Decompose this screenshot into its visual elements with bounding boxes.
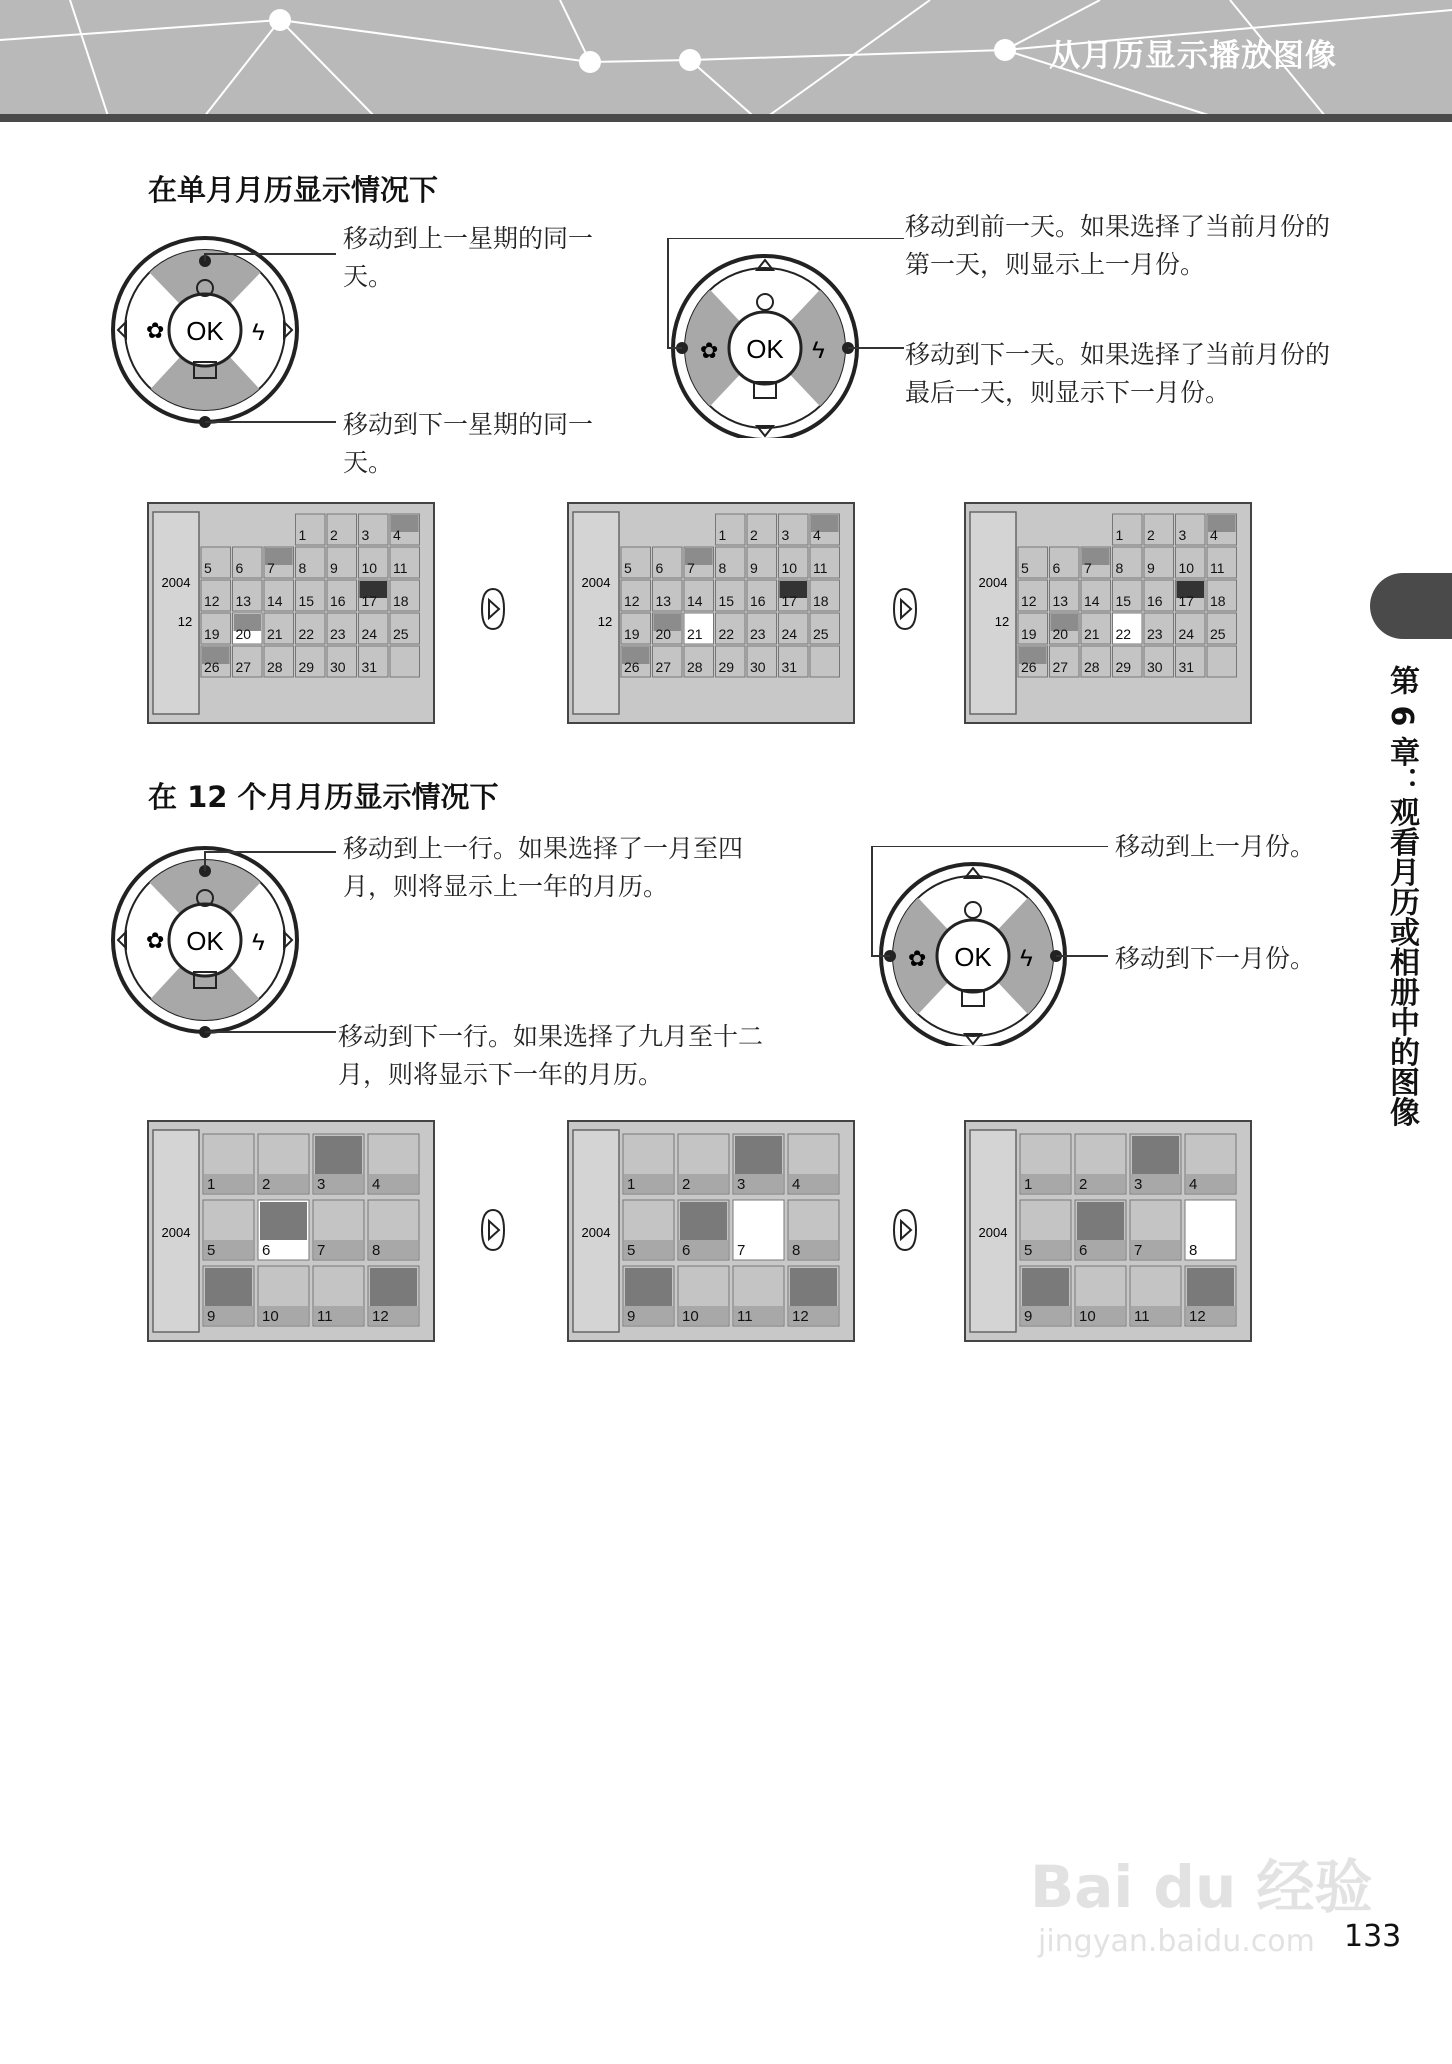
photo-thumbnail (205, 1268, 252, 1306)
calendar-month-number: 4 (1189, 1176, 1198, 1193)
calendar-day-number: 14 (687, 593, 703, 609)
calendar-day-number: 23 (1147, 626, 1163, 642)
calendar-day-number: 28 (267, 659, 283, 675)
calendar-day-number: 28 (687, 659, 703, 675)
header-bar (0, 114, 1452, 122)
calendar-month-number: 6 (682, 1242, 691, 1259)
calendar-day-number: 3 (1178, 527, 1187, 543)
calendar-day-number: 12 (624, 593, 640, 609)
calendar-day-number: 5 (204, 560, 212, 576)
watermark (1030, 1840, 1372, 1959)
dpad-left-right (868, 846, 1078, 1046)
calendar-month-number: 6 (262, 1242, 271, 1259)
calendar-day-number: 23 (750, 626, 766, 642)
calendar-month-number: 8 (1189, 1242, 1198, 1259)
calendar-month-number: 6 (1079, 1242, 1088, 1259)
calendar-month-number: 3 (317, 1176, 326, 1193)
calendar-day-number: 1 (1115, 527, 1124, 543)
calendar-day-cell (390, 646, 420, 677)
calendar-day-number: 18 (393, 593, 409, 609)
calendar-day-number: 21 (1084, 626, 1100, 642)
calendar-day-number: 7 (1084, 560, 1092, 576)
calendar-day-number: 31 (781, 659, 798, 675)
calendar-month-number: 12 (372, 1308, 389, 1325)
calendar-day-number: 25 (1210, 626, 1226, 642)
calendar-month: 12 (994, 614, 1010, 629)
calendar-month-number: 10 (262, 1308, 279, 1325)
dpad-left-right (660, 238, 870, 438)
calendar-day-number: 2 (330, 527, 338, 543)
calendar-month-number: 9 (207, 1308, 216, 1325)
month-calendar-screen-1 (147, 502, 435, 724)
calendar-day-number: 27 (235, 659, 252, 675)
calendar-day-number: 22 (1115, 626, 1132, 642)
calendar-year: 2004 (161, 1225, 191, 1240)
calendar-month: 12 (597, 614, 613, 629)
calendar-month-number: 11 (737, 1308, 753, 1325)
calendar-month-number: 10 (682, 1308, 699, 1325)
right-note-1: 移动到下一天。如果选择了当前月份的最后一天，则显示下一月份。 (905, 340, 1331, 407)
section2-heading: 在 12 个月月历显示情况下 (148, 780, 499, 814)
calendar-month-number: 7 (317, 1242, 326, 1259)
calendar-month-number: 3 (737, 1176, 746, 1193)
right-note-2: 移动到下一月份。 (1115, 944, 1316, 973)
calendar-year: 2004 (161, 575, 191, 590)
calendar-day-number: 7 (687, 560, 695, 576)
calendar-month-number: 7 (1134, 1242, 1143, 1259)
calendar-month-number: 3 (1134, 1176, 1143, 1193)
left-note-1: 移动到前一天。如果选择了当前月份的第一天，则显示上一月份。 (905, 212, 1331, 279)
calendar-year: 2004 (581, 1225, 611, 1240)
calendar-day-number: 15 (298, 593, 315, 609)
calendar-year: 2004 (978, 1225, 1008, 1240)
photo-thumbnail (1132, 1136, 1179, 1174)
calendar-day-number: 26 (204, 659, 220, 675)
chapter-title: 第 6 章：观看月历或相册中的图像 (1384, 665, 1419, 1127)
calendar-month-number: 4 (372, 1176, 381, 1193)
calendar-day-cell (1207, 646, 1237, 677)
photo-thumbnail (790, 1268, 837, 1306)
flash-icon: ϟ (812, 337, 825, 364)
calendar-month-number: 4 (792, 1176, 801, 1193)
calendar-month-number: 5 (627, 1242, 636, 1259)
right-arrow-icon (890, 1208, 920, 1252)
calendar-day-number: 17 (1178, 593, 1195, 609)
calendar-day-number: 18 (1210, 593, 1226, 609)
calendar-day-number: 17 (781, 593, 798, 609)
calendar-year: 2004 (581, 575, 611, 590)
calendar-month-number: 1 (1024, 1176, 1033, 1193)
calendar-day-number: 15 (1115, 593, 1132, 609)
calendar-month-number: 12 (792, 1308, 809, 1325)
up-note-1: 移动到上一星期的同一天。 (343, 224, 594, 291)
calendar-day-number: 20 (1052, 626, 1069, 642)
calendar-month-number: 1 (207, 1176, 216, 1193)
calendar-day-number: 10 (781, 560, 798, 576)
calendar-day-number: 4 (393, 527, 401, 543)
calendar-day-number: 11 (813, 560, 828, 576)
calendar-day-number: 29 (298, 659, 315, 675)
photo-thumbnail (260, 1202, 307, 1240)
ok-label: OK (186, 316, 224, 346)
calendar-day-number: 27 (1052, 659, 1069, 675)
calendar-month-number: 8 (792, 1242, 801, 1259)
macro-icon: ✿ (146, 928, 165, 953)
calendar-day-number: 30 (330, 659, 346, 675)
calendar-day-number: 14 (267, 593, 283, 609)
calendar-day-number: 9 (750, 560, 758, 576)
calendar-day-number: 6 (655, 560, 664, 576)
photo-thumbnail (315, 1136, 362, 1174)
calendar-month-number: 2 (262, 1176, 271, 1193)
right-arrow-icon (478, 1208, 508, 1252)
calendar-day-number: 31 (1178, 659, 1195, 675)
calendar-day-number: 30 (1147, 659, 1163, 675)
flash-icon: ϟ (1020, 945, 1033, 972)
calendar-day-number: 2 (1147, 527, 1155, 543)
watermark-brand: Bai du 经验 (1030, 1853, 1373, 1921)
calendar-month-number: 2 (682, 1176, 691, 1193)
calendar-day-number: 8 (298, 560, 307, 576)
calendar-day-number: 11 (393, 560, 408, 576)
calendar-month-number: 1 (627, 1176, 636, 1193)
calendar-day-number: 19 (624, 626, 640, 642)
calendar-day-number: 15 (718, 593, 735, 609)
calendar-month-number: 2 (1079, 1176, 1088, 1193)
calendar-day-number: 10 (361, 560, 378, 576)
calendar-day-number: 9 (330, 560, 338, 576)
calendar-day-number: 13 (1052, 593, 1069, 609)
calendar-day-number: 25 (393, 626, 409, 642)
calendar-day-number: 20 (235, 626, 252, 642)
calendar-day-number: 25 (813, 626, 829, 642)
calendar-day-number: 20 (655, 626, 672, 642)
calendar-month-number: 9 (627, 1308, 636, 1325)
calendar-day-number: 5 (624, 560, 632, 576)
calendar-month-number: 11 (317, 1308, 333, 1325)
macro-icon: ✿ (700, 338, 719, 363)
page-title: 从月历显示播放图像 (1049, 38, 1337, 74)
photo-thumbnail (1022, 1268, 1069, 1306)
calendar-day-number: 16 (750, 593, 766, 609)
up-note-2: 移动到上一行。如果选择了一月至四月，则将显示上一年的月历。 (343, 834, 744, 901)
calendar-day-number: 29 (1115, 659, 1132, 675)
year-calendar-screen-2 (567, 1120, 855, 1342)
calendar-day-number: 1 (298, 527, 307, 543)
calendar-day-number: 4 (813, 527, 821, 543)
calendar-day-number: 6 (235, 560, 244, 576)
calendar-day-number: 24 (361, 626, 378, 642)
dpad-up-down (110, 842, 300, 1038)
calendar-month-number: 10 (1079, 1308, 1096, 1325)
calendar-year: 2004 (978, 575, 1008, 590)
photo-thumbnail (370, 1268, 417, 1306)
calendar-day-number: 28 (1084, 659, 1100, 675)
calendar-day-number: 2 (750, 527, 758, 543)
right-arrow-icon (890, 587, 920, 631)
flash-icon: ϟ (252, 929, 265, 956)
calendar-day-number: 6 (1052, 560, 1061, 576)
ok-label: OK (954, 942, 992, 972)
chapter-tab (1370, 573, 1452, 639)
month-calendar-screen-2 (567, 502, 855, 724)
calendar-day-number: 16 (1147, 593, 1163, 609)
ok-label: OK (746, 334, 784, 364)
year-calendar-screen-3 (964, 1120, 1252, 1342)
flash-icon: ϟ (252, 319, 265, 346)
calendar-month-number: 12 (1189, 1308, 1206, 1325)
calendar-day-number: 7 (267, 560, 275, 576)
calendar-day-number: 21 (267, 626, 283, 642)
dpad-up-down (110, 232, 300, 428)
calendar-day-number: 8 (1115, 560, 1124, 576)
watermark-url: jingyan.baidu.com (1038, 1924, 1315, 1959)
calendar-month: 12 (177, 614, 193, 629)
down-note-2: 移动到下一行。如果选择了九月至十二月，则将显示下一年的月历。 (338, 1022, 764, 1089)
macro-icon: ✿ (146, 318, 165, 343)
calendar-day-number: 10 (1178, 560, 1195, 576)
photo-thumbnail (735, 1136, 782, 1174)
calendar-month-number: 8 (372, 1242, 381, 1259)
calendar-month-number: 9 (1024, 1308, 1033, 1325)
photo-thumbnail (1077, 1202, 1124, 1240)
year-calendar-screen-1 (147, 1120, 435, 1342)
calendar-day-number: 19 (204, 626, 220, 642)
calendar-day-number: 8 (718, 560, 727, 576)
calendar-day-number: 26 (624, 659, 640, 675)
macro-icon: ✿ (908, 946, 927, 971)
calendar-day-number: 13 (235, 593, 252, 609)
calendar-day-number: 3 (781, 527, 790, 543)
photo-thumbnail (680, 1202, 727, 1240)
calendar-month-number: 7 (737, 1242, 746, 1259)
calendar-day-number: 21 (687, 626, 703, 642)
calendar-day-number: 30 (750, 659, 766, 675)
calendar-day-number: 5 (1021, 560, 1029, 576)
calendar-day-number: 24 (781, 626, 798, 642)
calendar-day-number: 13 (655, 593, 672, 609)
calendar-day-number: 4 (1210, 527, 1218, 543)
month-calendar-screen-3 (964, 502, 1252, 724)
calendar-day-number: 12 (204, 593, 220, 609)
calendar-day-number: 18 (813, 593, 829, 609)
calendar-month-number: 5 (1024, 1242, 1033, 1259)
calendar-day-number: 26 (1021, 659, 1037, 675)
calendar-day-number: 22 (298, 626, 315, 642)
left-note-2: 移动到上一月份。 (1115, 832, 1316, 861)
calendar-month-number: 11 (1134, 1308, 1150, 1325)
section1-heading: 在单月月历显示情况下 (148, 173, 439, 207)
calendar-day-number: 19 (1021, 626, 1037, 642)
calendar-day-number: 24 (1178, 626, 1195, 642)
calendar-day-number: 17 (361, 593, 378, 609)
calendar-day-cell (810, 646, 840, 677)
calendar-day-number: 29 (718, 659, 735, 675)
calendar-day-number: 12 (1021, 593, 1037, 609)
calendar-day-number: 11 (1210, 560, 1225, 576)
down-note-1: 移动到下一星期的同一天。 (343, 410, 594, 477)
page-number: 133 (1344, 1919, 1402, 1954)
right-arrow-icon (478, 587, 508, 631)
calendar-month-number: 5 (207, 1242, 216, 1259)
calendar-day-number: 23 (330, 626, 346, 642)
photo-thumbnail (1187, 1268, 1234, 1306)
calendar-day-number: 3 (361, 527, 370, 543)
calendar-day-number: 27 (655, 659, 672, 675)
calendar-day-number: 22 (718, 626, 735, 642)
photo-thumbnail (625, 1268, 672, 1306)
calendar-day-number: 31 (361, 659, 378, 675)
calendar-day-number: 16 (330, 593, 346, 609)
ok-label: OK (186, 926, 224, 956)
calendar-day-number: 9 (1147, 560, 1155, 576)
calendar-day-number: 1 (718, 527, 727, 543)
calendar-day-number: 14 (1084, 593, 1100, 609)
